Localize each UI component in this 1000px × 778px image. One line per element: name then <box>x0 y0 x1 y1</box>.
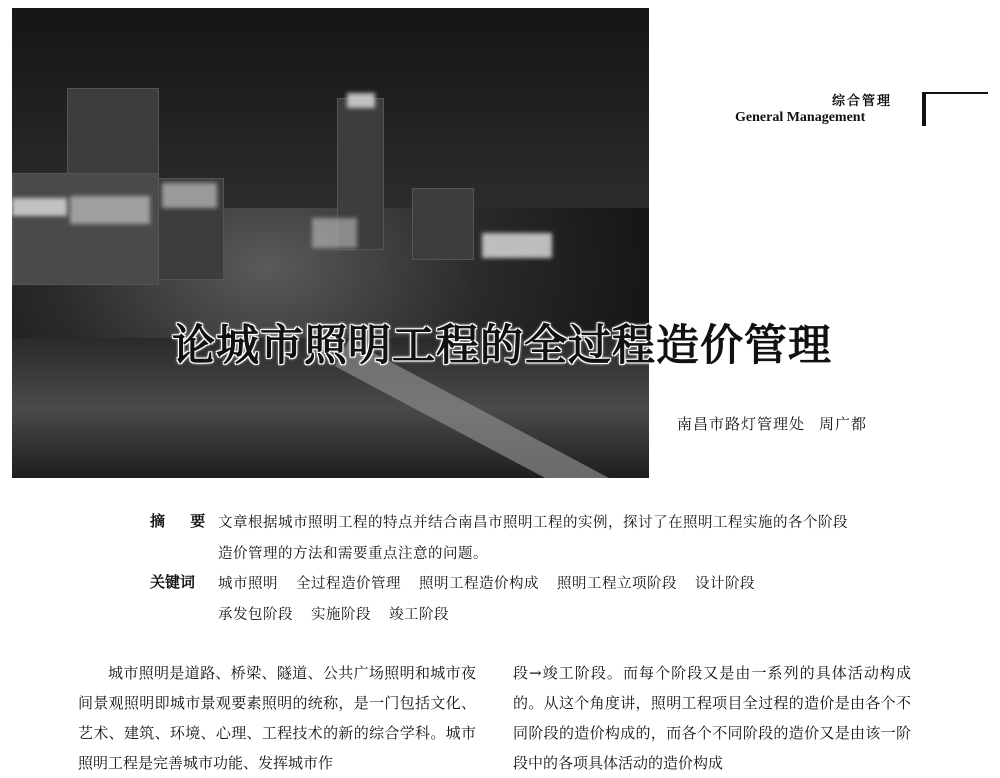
body-column-1: 城市照明是道路、桥梁、隧道、公共广场照明和城市夜间景观照明即城市景观要素照明的统称，是一门包括文化、艺术、建筑、环境、心理、工程技术的新的综合学科。城市照明工程是完善城市功能、发挥城市作 <box>78 664 476 772</box>
author-name: 周广都 <box>819 415 868 433</box>
keyword: 照明工程立项阶段 <box>557 576 677 592</box>
byline <box>677 413 867 434</box>
section-title-cn: 综合管理 <box>832 94 893 109</box>
keyword: 城市照明 <box>218 576 278 592</box>
keywords-label: 关键词 <box>150 573 196 591</box>
article-title: 论城市照明工程的全过程造价管理 <box>172 321 832 371</box>
keyword: 照明工程造价构成 <box>419 576 539 592</box>
keywords-list <box>218 569 858 631</box>
section-title-en: General Management <box>735 110 866 125</box>
keyword: 实施阶段 <box>311 607 371 623</box>
keyword: 全过程造价管理 <box>296 576 401 592</box>
keyword: 承发包阶段 <box>218 607 293 623</box>
abstract-label: 摘 要 <box>150 512 216 530</box>
affiliation: 南昌市路灯管理处 <box>677 415 806 433</box>
abstract-text: 文章根据城市照明工程的特点并结合南昌市照明工程的实例，探讨了在照明工程实施的各个阶段造价管理的方法和需要重点注意的问题。 <box>218 515 848 562</box>
keyword: 设计阶段 <box>695 576 755 592</box>
keyword: 竣工阶段 <box>389 607 449 623</box>
body-column-2: 段→竣工阶段。而每个阶段又是由一系列的具体活动构成的。从这个角度讲，照明工程项目全过程的造价是由各个不同阶段的造价构成的，而各个不同阶段的造价又是由该一阶段中的各项具体活动的造价构成 <box>513 664 911 772</box>
corner-rule <box>922 92 988 94</box>
corner-mark <box>922 92 926 126</box>
city-night-photo <box>12 8 649 478</box>
